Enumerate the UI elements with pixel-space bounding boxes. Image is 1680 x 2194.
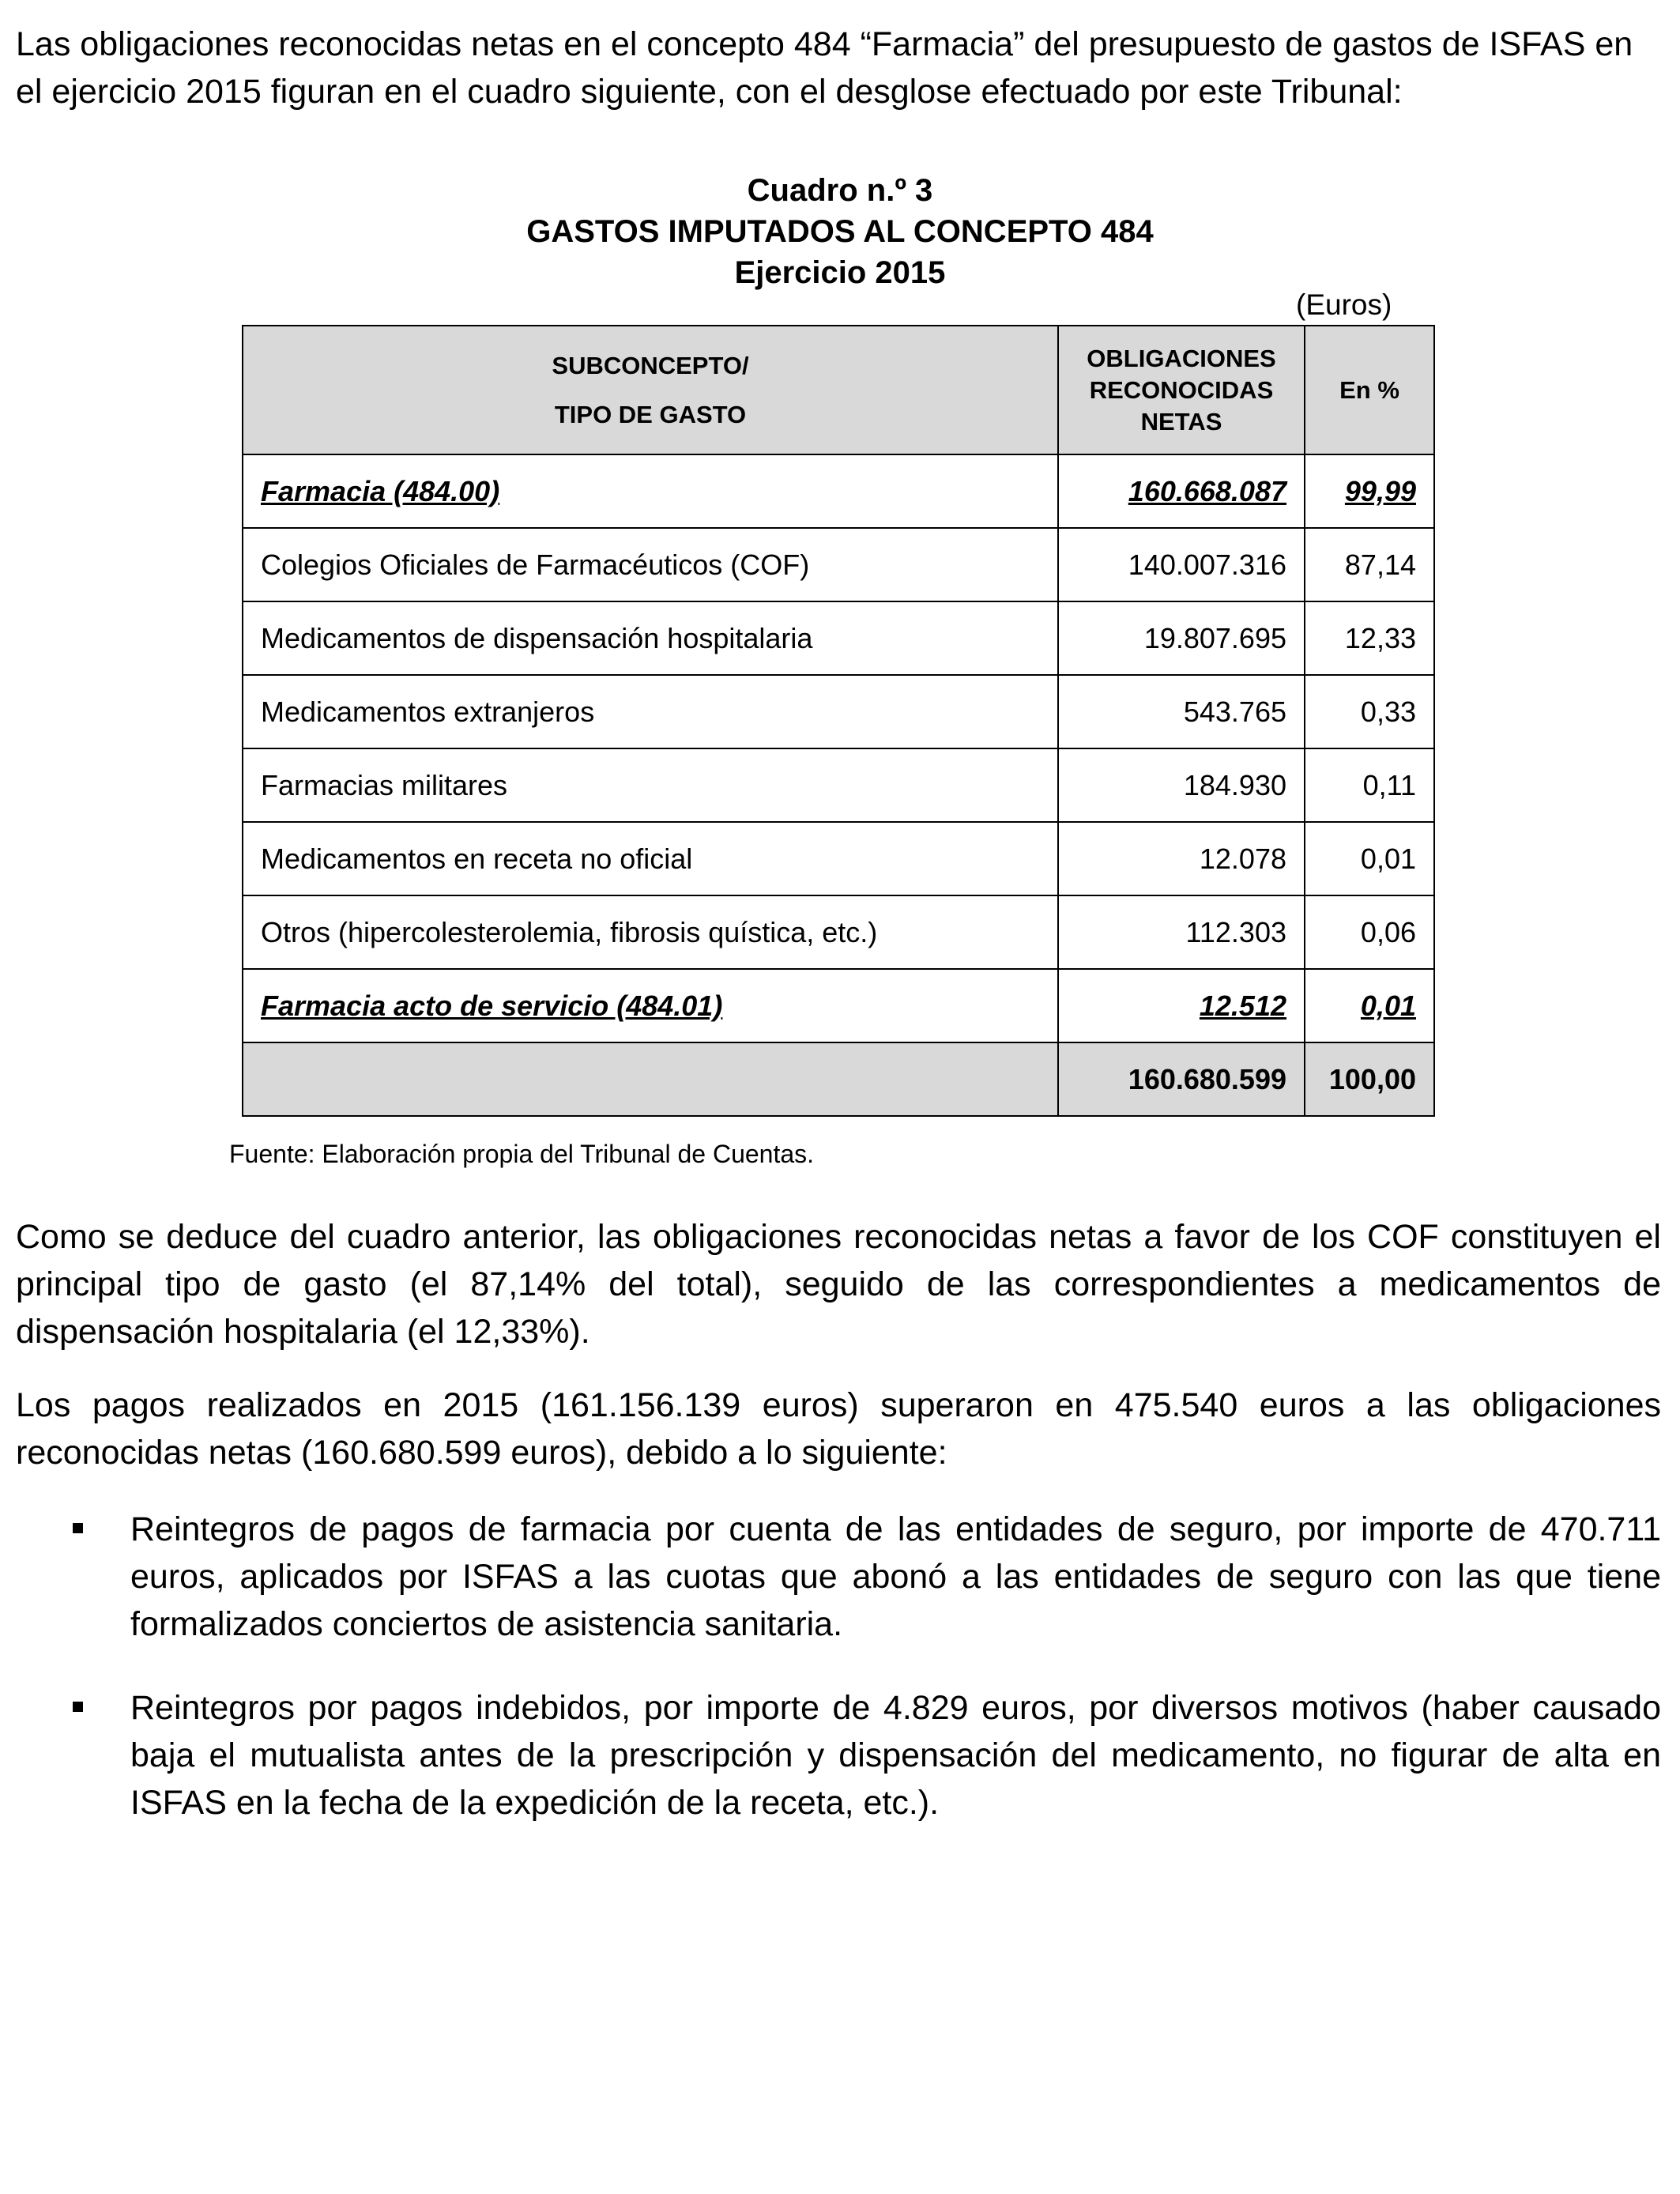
table-header-row (243, 326, 1434, 454)
row-percent: 87,14 (1305, 528, 1434, 601)
row-percent: 0,06 (1305, 895, 1434, 969)
table-row (243, 675, 1434, 748)
payments-paragraph: Los pagos realizados en 2015 (161.156.139 euros) superaron en 475.540 euros a las obligaciones reconocidas netas (160.680.599 euros), debido a lo siguiente: (16, 1386, 1661, 1472)
row-amount: 12.512 (1058, 969, 1305, 1042)
units-label: (Euros) (1296, 288, 1392, 321)
intro-paragraph: Las obligaciones reconocidas netas en el concepto 484 “Farmacia” del presupuesto de gastos de ISFAS en el ejercicio 2015 figuran en el cuadro siguiente, con el desglose efectuado por este Tribunal: (16, 25, 1633, 111)
expenses-table (242, 325, 1435, 1117)
row-label: Colegios Oficiales de Farmacéuticos (COF) (243, 528, 1058, 601)
table-row-group (243, 969, 1434, 1042)
header-obligaciones-line2: RECONOCIDAS (1089, 375, 1274, 404)
total-amount: 160.680.599 (1058, 1042, 1305, 1116)
caption-year: Ejercicio 2015 (734, 255, 946, 290)
list-item (16, 1684, 1661, 1826)
table-caption (0, 170, 1680, 293)
total-label (243, 1042, 1058, 1116)
square-bullet-icon (73, 1702, 83, 1712)
row-percent: 99,99 (1305, 454, 1434, 528)
table-row (243, 748, 1434, 822)
square-bullet-icon (73, 1523, 83, 1533)
row-label: Medicamentos de dispensación hospitalaria (243, 601, 1058, 675)
table-row (243, 895, 1434, 969)
row-label: Medicamentos extranjeros (243, 675, 1058, 748)
header-obligaciones-line3: NETAS (1140, 407, 1222, 435)
row-label: Farmacia acto de servicio (484.01) (243, 969, 1058, 1042)
caption-number: Cuadro n.º 3 (747, 173, 933, 208)
table-row (243, 822, 1434, 895)
header-subconcepto (243, 326, 1058, 454)
list-item-text: Reintegros de pagos de farmacia por cuenta de las entidades de seguro, por importe de 470.711 euros, aplicados por ISFAS a las cuotas que abonó a las entidades de seguro con las que tiene formalizados conciertos de asistencia sanitaria. (130, 1510, 1661, 1643)
header-subconcepto-line2: TIPO DE GASTO (554, 400, 747, 428)
bullet-list (16, 1506, 1661, 1863)
list-item (16, 1506, 1661, 1648)
row-amount: 184.930 (1058, 748, 1305, 822)
table-row (243, 601, 1434, 675)
table-source: Fuente: Elaboración propia del Tribunal de Cuentas. (229, 1140, 815, 1168)
row-label: Otros (hipercolesterolemia, fibrosis quística, etc.) (243, 895, 1058, 969)
row-percent: 0,01 (1305, 822, 1434, 895)
header-obligaciones-line1: OBLIGACIONES (1087, 344, 1276, 372)
row-amount: 112.303 (1058, 895, 1305, 969)
table-row-group (243, 454, 1434, 528)
header-subconcepto-line1: SUBCONCEPTO/ (552, 351, 749, 379)
row-amount: 160.668.087 (1058, 454, 1305, 528)
table-row (243, 528, 1434, 601)
header-obligaciones (1058, 326, 1305, 454)
row-percent: 0,11 (1305, 748, 1434, 822)
total-percent: 100,00 (1305, 1042, 1434, 1116)
row-label: Farmacias militares (243, 748, 1058, 822)
row-percent: 0,01 (1305, 969, 1434, 1042)
header-percent: En % (1305, 326, 1434, 454)
row-amount: 12.078 (1058, 822, 1305, 895)
row-percent: 0,33 (1305, 675, 1434, 748)
row-amount: 543.765 (1058, 675, 1305, 748)
caption-title: GASTOS IMPUTADOS AL CONCEPTO 484 (526, 214, 1154, 249)
analysis-paragraph: Como se deduce del cuadro anterior, las obligaciones reconocidas netas a favor de los COF constituyen el principal tipo de gasto (el 87,14% del total), seguido de las correspondientes a medicamentos de dispensación hospitalaria (el 12,33%). (16, 1218, 1661, 1351)
row-label: Medicamentos en receta no oficial (243, 822, 1058, 895)
row-percent: 12,33 (1305, 601, 1434, 675)
row-amount: 19.807.695 (1058, 601, 1305, 675)
list-item-text: Reintegros por pagos indebidos, por importe de 4.829 euros, por diversos motivos (haber causado baja el mutualista antes de la prescripción y dispensación del medicamento, no figurar de alta en ISFAS en la fecha de la expedición de la receta, etc.). (130, 1689, 1661, 1822)
row-amount: 140.007.316 (1058, 528, 1305, 601)
row-label: Farmacia (484.00) (243, 454, 1058, 528)
table-total-row (243, 1042, 1434, 1116)
